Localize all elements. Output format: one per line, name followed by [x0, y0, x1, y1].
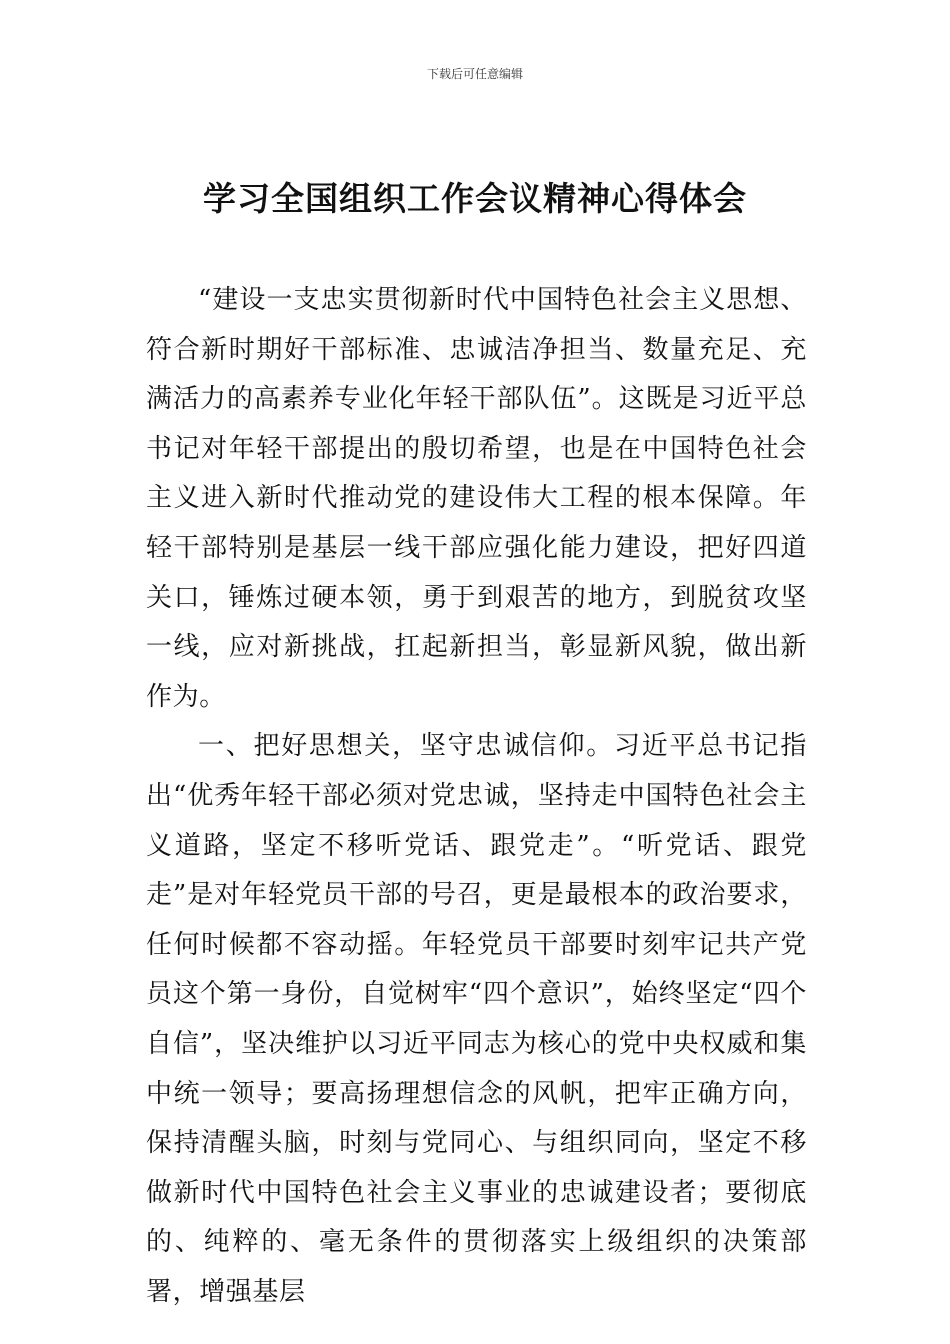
paragraph-intro: “建设一支忠实贯彻新时代中国特色社会主义思想、符合新时期好干部标准、忠诚洁净担当、数量充足、充满活力的高素养专业化年轻干部队伍”。这既是习近平总书记对年轻干部提出的殷切希望，也是在中国特色社会主义进入新时代推动党的建设伟大工程的根本保障。年轻干部特别是基层一线干部应强化能力建设，把好四道关口，锤炼过硬本领，勇于到艰苦的地方，到脱贫攻坚一线，应对新挑战，扛起新担当，彰显新风貌，做出新作为。	[146, 285, 807, 712]
document-title: 学习全国组织工作会议精神心得体会	[203, 179, 747, 218]
header-note: 下载后可任意编辑	[426, 67, 523, 81]
document-body	[146, 276, 807, 1317]
paragraph-section-one: 一、把好思想关，坚守忠诚信仰。习近平总书记指出“优秀年轻干部必须对党忠诚，坚持走中国特色社会主义道路，坚定不移听党话、跟党走”。“听党话、跟党走”是对年轻党员干部的号召，更是最根本的政治要求，任何时候都不容动摇。年轻党员干部要时刻牢记共产党员这个第一身份，自觉树牢“四个意识”，始终坚定“四个自信”，坚决维护以习近平同志为核心的党中央权威和集中统一领导；要高扬理想信念的风帆，把牢正确方向，保持清醒头脑，时刻与党同心、与组织同向，坚定不移做新时代中国特色社会主义事业的忠诚建设者；要彻底的、纯粹的、毫无条件的贯彻落实上级组织的决策部署，增强基层	[146, 731, 808, 1307]
